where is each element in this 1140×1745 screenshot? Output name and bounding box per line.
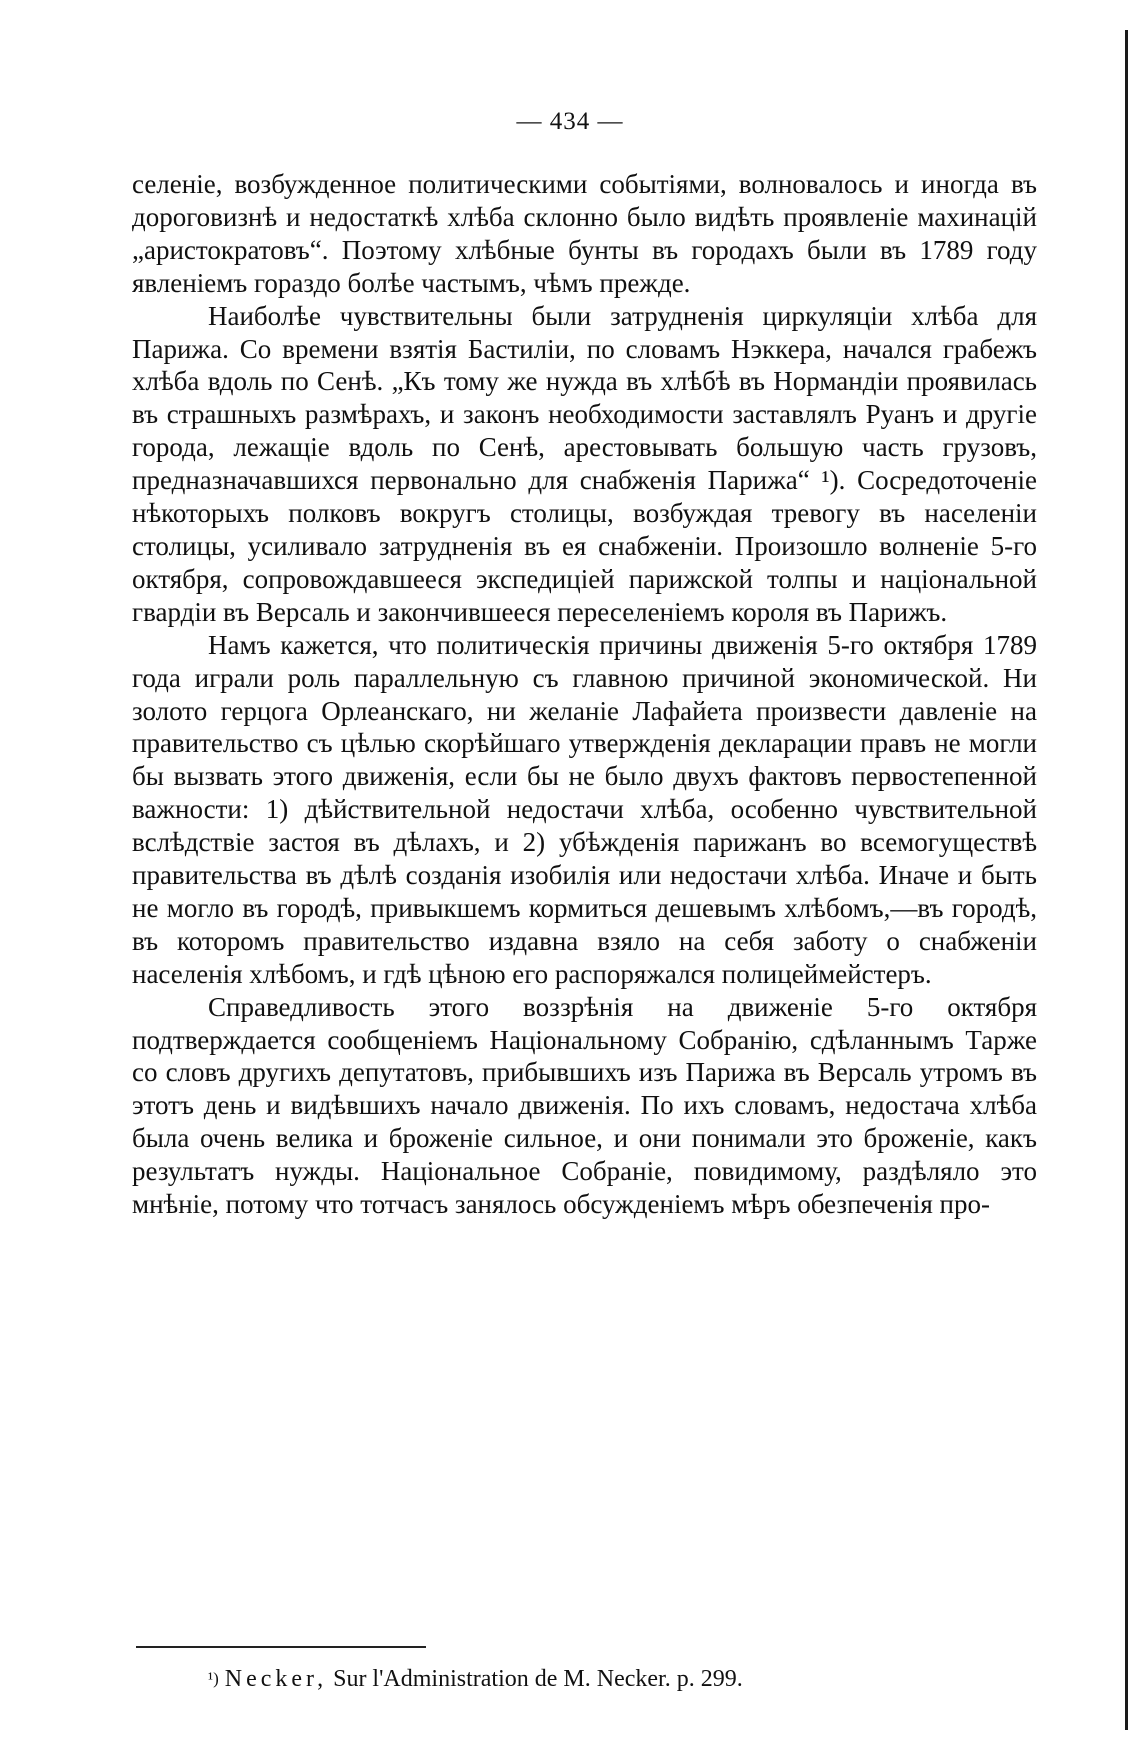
scan-border-line [1125,30,1128,1730]
footnote-author: Necker, [224,1666,328,1692]
page-number: — 434 — [516,108,624,135]
footnote-separator [136,1646,426,1648]
footnote-text: Sur l'Administration de M. Necker. p. 299. [333,1666,743,1692]
footnote-marker: ¹) [208,1669,219,1688]
paragraph: Справедливость этого воззрѣнія на движеніе 5-го октября подтверждается сообщеніемъ Національному Собранію, сдѣланнымъ Тарже со словъ другихъ депутатовъ, прибывшихъ изъ Парижа въ Версаль утромъ въ этотъ день и видѣвшихъ начало движенія. По ихъ словамъ, недостача хлѣба была очень велика и броженіе сильное, и они понимали это броженіе, какъ результатъ нужды. Національное Собраніе, повидимому, раздѣляло это мнѣніе, потому что тотчасъ занялось обсужденіемъ мѣръ обезпеченія про- [132,991,1037,1220]
footnote [208,1664,743,1694]
paragraph-continuation: селеніе, возбужденное политическими событіями, волновалось и иногда въ дороговизнѣ и недостаткѣ хлѣба склонно было видѣть проявленіе махинацій „аристократовъ“. Поэтому хлѣбные бунты въ городахъ были въ 1789 году явленіемъ гораздо болѣе частымъ, чѣмъ прежде. [132,169,1037,298]
body-text [132,168,1037,1221]
paragraph: Наиболѣе чувствительны были затрудненія циркуляціи хлѣба для Парижа. Со времени взятія Бастиліи, по словамъ Нэккера, начался грабежъ хлѣба вдоль по Сенѣ. „Къ тому же нужда въ хлѣбѣ въ Нормандіи проявилась въ страшныхъ размѣрахъ, и законъ необходимости заставлялъ Руанъ и другіе города, лежащіе вдоль по Сенѣ, арестовывать большую часть грузовъ, предназначавшихся первонально для снабженія Парижа“ ¹). Сосредоточеніе нѣкоторыхъ полковъ вокругъ столицы, возбуждая тревогу въ населеніи столицы, усиливало затрудненія въ ея снабженіи. Произошло волненіе 5-го октября, сопровождавшееся экспедиціей парижской толпы и національной гвардіи въ Версаль и закончившееся переселеніемъ короля въ Парижъ. [132,300,1037,627]
paragraph: Намъ кажется, что политическія причины движенія 5-го октября 1789 года играли роль параллельную съ главною причиной экономической. Ни золото герцога Орлеанскаго, ни желаніе Лафайета произвести давленіе на правительство съ цѣлью скорѣйшаго утвержденія декларации правъ не могли бы вызвать этого движенія, если бы не было двухъ фактовъ первостепенной важности: 1) дѣйствительной недостачи хлѣба, особенно чувствительной вслѣдствіе застоя въ дѣлахъ, и 2) убѣжденія парижанъ во всемогуществѣ правительства въ дѣлѣ созданія изобилія или недостачи хлѣба. Иначе и быть не могло въ городѣ, привыкшемъ кормиться дешевымъ хлѣбомъ,—въ городѣ, въ которомъ правительство издавна взяло на себя заботу о снабженіи населенія хлѣбомъ, и гдѣ цѣною его распоряжался полицеймейстеръ. [132,629,1037,989]
